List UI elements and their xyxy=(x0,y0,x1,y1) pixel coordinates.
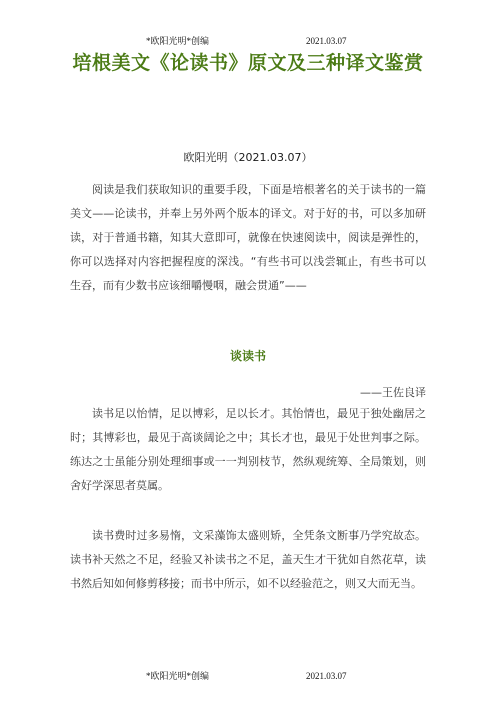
translator-credit: ——王佐良译 xyxy=(360,386,426,399)
article-byline: 欧阳光明（2021.03.07） xyxy=(183,151,313,164)
section-title: 谈读书 xyxy=(229,349,266,363)
page-header xyxy=(0,34,496,48)
body-paragraph: 读书足以怡情，足以博彩，足以长才。其怡情也，最见于独处幽居之时；其博彩也，最见于高谈阔论之中；其长才也，最见于处世判事之际。练达之士虽能分别处理细事或一一判别枝节，然纵观统筹、全局策划，则舍好学深思者莫属。 xyxy=(70,407,426,492)
header-author-tag: *欧阳光明*创编 xyxy=(146,36,210,46)
body-paragraph: 读书费时过多易惰，文采藻饰太盛则矫，全凭条文断事乃学究故态。读书补天然之不足，经验又补读书之不足，盖天生才干犹如自然花草，读书然后知如何修剪移接；而书中所示，如不以经验范之，则又大而无当。 xyxy=(70,529,426,590)
footer-author-tag: *欧阳光明*创编 xyxy=(146,671,210,681)
footer-date: 2021.03.07 xyxy=(306,671,347,681)
article-title: 培根美文《论读书》原文及三种译文鉴赏 xyxy=(72,52,424,74)
header-date: 2021.03.07 xyxy=(306,36,347,46)
page-footer xyxy=(0,669,496,683)
intro-paragraph: 阅读是我们获取知识的重要手段，下面是培根著名的关于读书的一篇美文——论读书，并奉上另外两个版本的译文。对于好的书，可以多加研读，对于普通书籍，知其大意即可，就像在快速阅读中，阅读是弹性的，你可以选择对内容把握程度的深浅。“有些书可以浅尝辄止，有些书可以生吞，而有少数书应该细嚼慢咽，融会贯通”—— xyxy=(70,183,426,292)
